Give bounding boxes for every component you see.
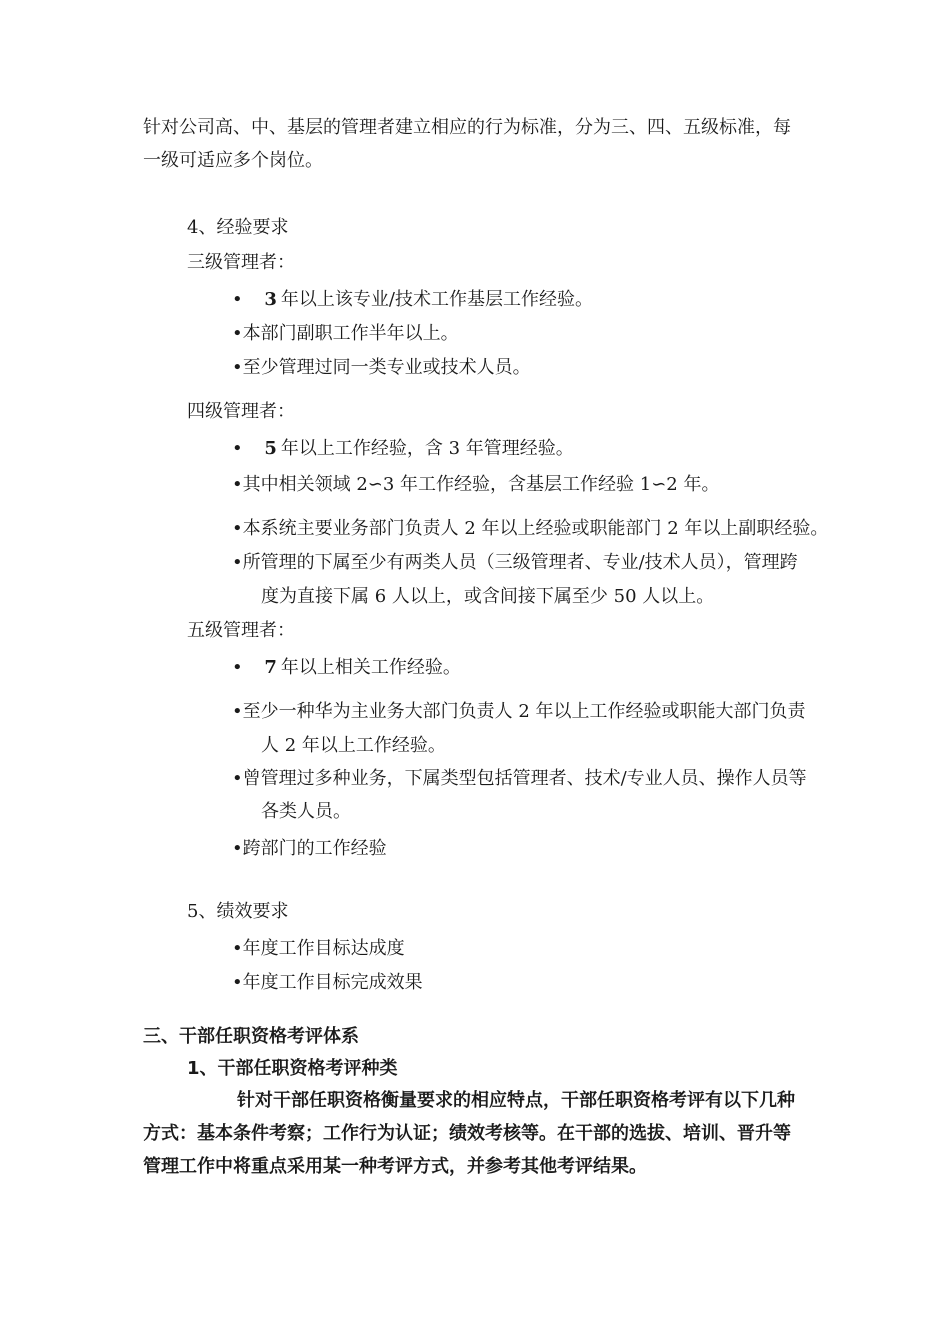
level-4-item-2: •其中相关领域 2∽3 年工作经验，含基层工作经验 1∽2 年。: [232, 474, 720, 495]
level-3-item-2: •本部门副职工作半年以上。: [232, 323, 459, 344]
level-5-item-1: [232, 656, 461, 680]
level-4-item-4: •所管理的下属至少有两类人员（三级管理者、专业/技术人员），管理跨: [232, 552, 798, 573]
chapter-3-paragraph-line-2: 方式：基本条件考察；工作行为认证；绩效考核等。在干部的选拔、培训、晋升等: [143, 1123, 791, 1144]
section-5-item-2: •年度工作目标完成效果: [232, 972, 423, 993]
section-5-heading: 5、绩效要求: [187, 901, 289, 922]
item-number: 3: [264, 289, 277, 310]
bullet: •: [232, 657, 243, 678]
item-text: 年以上相关工作经验。: [280, 657, 461, 678]
level-3-item-3: •至少管理过同一类专业或技术人员。: [232, 357, 531, 378]
item-text: 年以上该专业/技术工作基层工作经验。: [280, 289, 593, 310]
section-5-item-1: •年度工作目标达成度: [232, 938, 405, 959]
level-5-item-4: •跨部门的工作经验: [232, 838, 387, 859]
level-5-item-3-continued: 各类人员。: [261, 801, 351, 822]
bullet: •: [232, 289, 243, 310]
item-number: 5: [264, 438, 277, 459]
level-5-label: 五级管理者：: [187, 620, 295, 641]
chapter-3-subheading: 1、干部任职资格考评种类: [187, 1058, 398, 1079]
item-text: 年以上工作经验，含 3 年管理经验。: [280, 438, 574, 459]
section-4-heading: 4、经验要求: [187, 217, 289, 238]
bullet: •: [232, 438, 243, 459]
level-4-item-3: •本系统主要业务部门负责人 2 年以上经验或职能部门 2 年以上副职经验。: [232, 518, 829, 539]
level-5-item-2: •至少一种华为主业务大部门负责人 2 年以上工作经验或职能大部门负责: [232, 701, 806, 722]
level-3-item-1: [232, 288, 593, 312]
level-5-item-2-continued: 人 2 年以上工作经验。: [261, 735, 446, 756]
level-4-item-4-continued: 度为直接下属 6 人以上，或含间接下属至少 50 人以上。: [261, 586, 715, 607]
item-number: 7: [264, 657, 277, 678]
chapter-3-paragraph-line-1: 针对干部任职资格衡量要求的相应特点，干部任职资格考评有以下几种: [237, 1090, 795, 1111]
level-5-item-3: •曾管理过多种业务，下属类型包括管理者、技术/专业人员、操作人员等: [232, 768, 807, 789]
level-3-label: 三级管理者：: [187, 252, 295, 273]
intro-line-2: 一级可适应多个岗位。: [143, 150, 323, 171]
chapter-3-paragraph-line-3: 管理工作中将重点采用某一种考评方式，并参考其他考评结果。: [143, 1156, 647, 1177]
level-4-item-1: [232, 437, 574, 461]
chapter-3-heading: 三、干部任职资格考评体系: [143, 1026, 359, 1047]
intro-line-1: 针对公司高、中、基层的管理者建立相应的行为标准，分为三、四、五级标准，每: [143, 117, 791, 138]
level-4-label: 四级管理者：: [187, 401, 295, 422]
